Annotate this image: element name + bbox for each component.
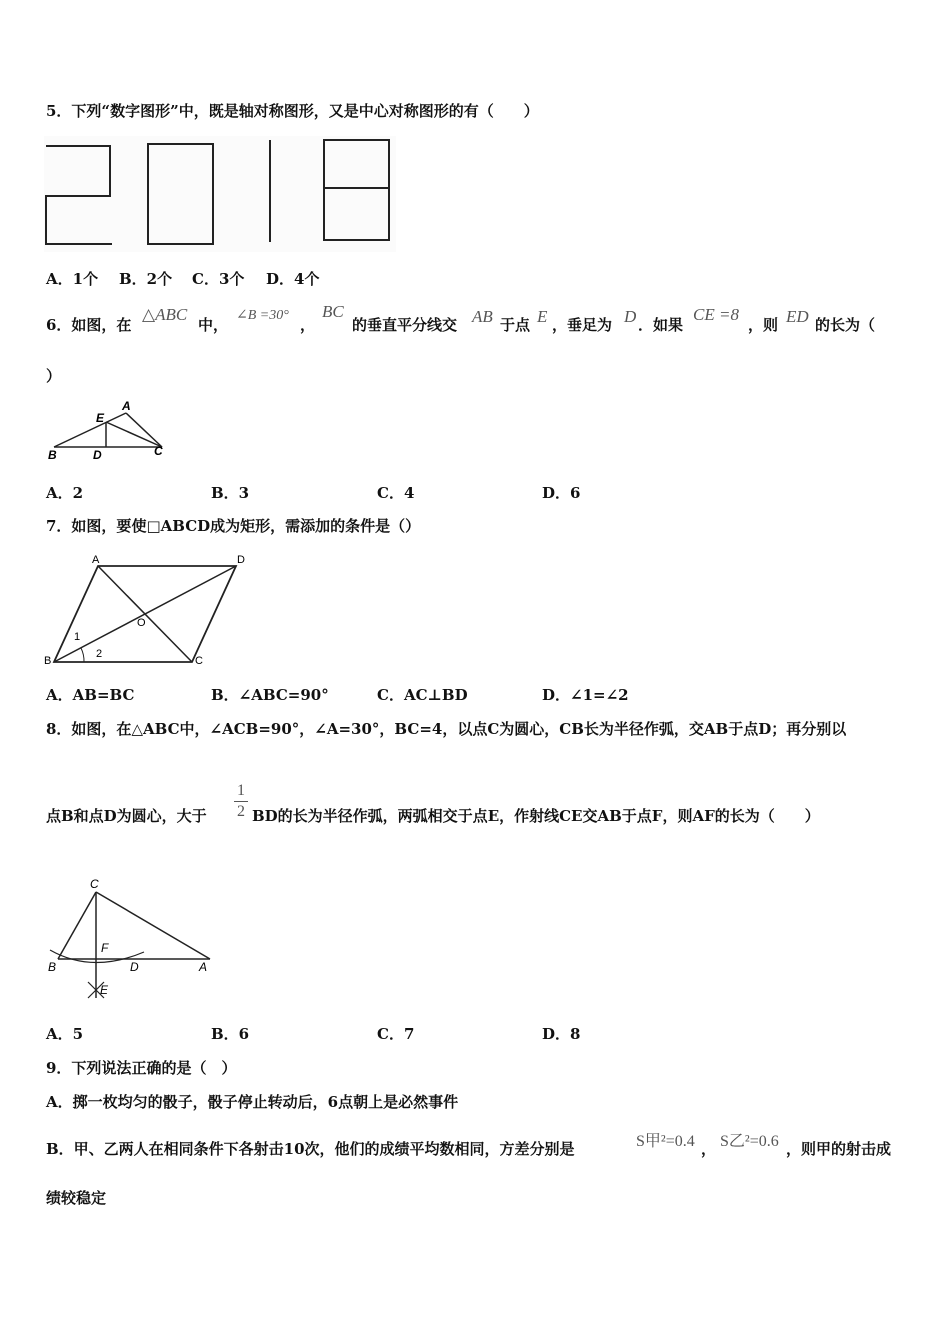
q7-option-a: A．AB=BC [46,686,135,704]
q6-math-bc: BC [322,302,344,321]
q6-math-ab: AB [472,307,493,326]
q6-text-2: ， [300,316,316,334]
q6-text-8: 的长为（ [815,316,876,334]
q7-stem: 7．如图，要使□ABCD成为矩形，需添加的条件是（） [46,517,421,535]
q8-stem-line2-a: 点B和点D为圆心，大于 [46,807,207,825]
q7-option-c: C．AC⊥BD [377,686,468,704]
q8-label-c: C [90,877,99,891]
q8-fraction-den: 2 [237,803,245,820]
q6-option-d: D．6 [542,484,581,502]
q6-option-a: A．2 [46,484,84,502]
q8-option-d: D．8 [542,1025,581,1043]
q7-option-b: B．∠ABC=90° [211,686,329,704]
q5-digit-figures [44,136,396,252]
q8-fraction [234,782,248,821]
q8-label-b: B [48,960,57,974]
q6-text-1: 中， [198,316,229,334]
q7-label-d: D [237,554,245,566]
q6-text-4: 于点 [500,316,531,334]
q8-label-f: F [101,941,109,955]
q7-label-o: O [137,617,146,629]
q6-text-6: ．如果 [638,316,684,334]
q5-option-b: B．2个 [119,270,173,288]
q8-option-c: C．7 [377,1025,415,1043]
q9-option-b-c: 绩较稳定 [46,1189,107,1207]
q8-option-a: A．5 [46,1025,84,1043]
q6-math-d: D [624,307,637,326]
q6-label-d: D [93,448,102,462]
q6-label-c: C [154,444,163,458]
q9-math-s-yi: S乙²=0.6 [720,1133,779,1150]
q9-option-b-a: B．甲、乙两人在相同条件下各射击10次，他们的成绩平均数相同，方差分别是 [46,1140,575,1158]
q9-option-a: A．掷一枚均匀的骰子，骰子停止转动后，6点朝上是必然事件 [46,1093,459,1111]
q8-label-d: D [130,960,139,974]
q7-label-1: 1 [74,631,81,643]
q8-label-a: A [199,960,208,974]
q5-option-a: A．1个 [46,270,99,288]
q5-stem: 5．下列“数字图形”中，既是轴对称图形，又是中心对称图形的有（ ） [46,102,539,120]
q7-option-d: D．∠1=∠2 [542,686,629,704]
q6-text-5: ，垂足为 [552,316,613,334]
q6-label-a: A [122,399,131,413]
q9-stem: 9．下列说法正确的是（ ） [46,1059,237,1077]
q5-option-c: C．3个 [192,270,245,288]
q6-math-triangle: △ABC [142,305,188,324]
q6-label-b: B [48,448,57,462]
q6-triangle-figure [44,398,174,464]
q8-label-e: E [100,983,109,997]
q8-option-b: B．6 [211,1025,250,1043]
q6-math-ed: ED [786,307,809,326]
q6-text-3: 的垂直平分线交 [352,316,458,334]
q6-math-e: E [537,307,548,326]
q7-parallelogram-figure [40,550,255,672]
q6-text-7: ，则 [748,316,779,334]
q7-label-2: 2 [96,648,103,660]
q6-option-b: B．3 [211,484,250,502]
q6-option-c: C．4 [377,484,415,502]
q9-math-s-jia: S甲²=0.4 [636,1133,695,1150]
q5-option-d: D．4个 [266,270,320,288]
q9-option-b-sep: ， [701,1140,717,1158]
q6-label-e: E [96,411,105,425]
q6-math-ce: CE =8 [693,305,739,324]
q7-label-a: A [92,554,100,566]
q8-stem-line1: 8．如图，在△ABC中，∠ACB=90°，∠A=30°，BC=4，以点C为圆心，CB长为半径作弧，交AB于点D；再分别以 [46,720,847,738]
q8-stem-line2-b: BD的长为半径作弧，两弧相交于点E，作射线CE交AB于点F，则AF的长为（ ） [252,807,820,825]
q7-label-c: C [195,655,203,667]
q6-prefix: 6．如图，在 [46,316,132,334]
q8-triangle-figure [44,874,219,1006]
q9-option-b-b: ，则甲的射击成 [786,1140,892,1158]
q8-fraction-num: 1 [237,782,245,799]
q6-text-9: ） [46,367,62,385]
q7-label-b: B [44,655,52,667]
q6-math-angle: ∠B =30° [236,308,289,323]
